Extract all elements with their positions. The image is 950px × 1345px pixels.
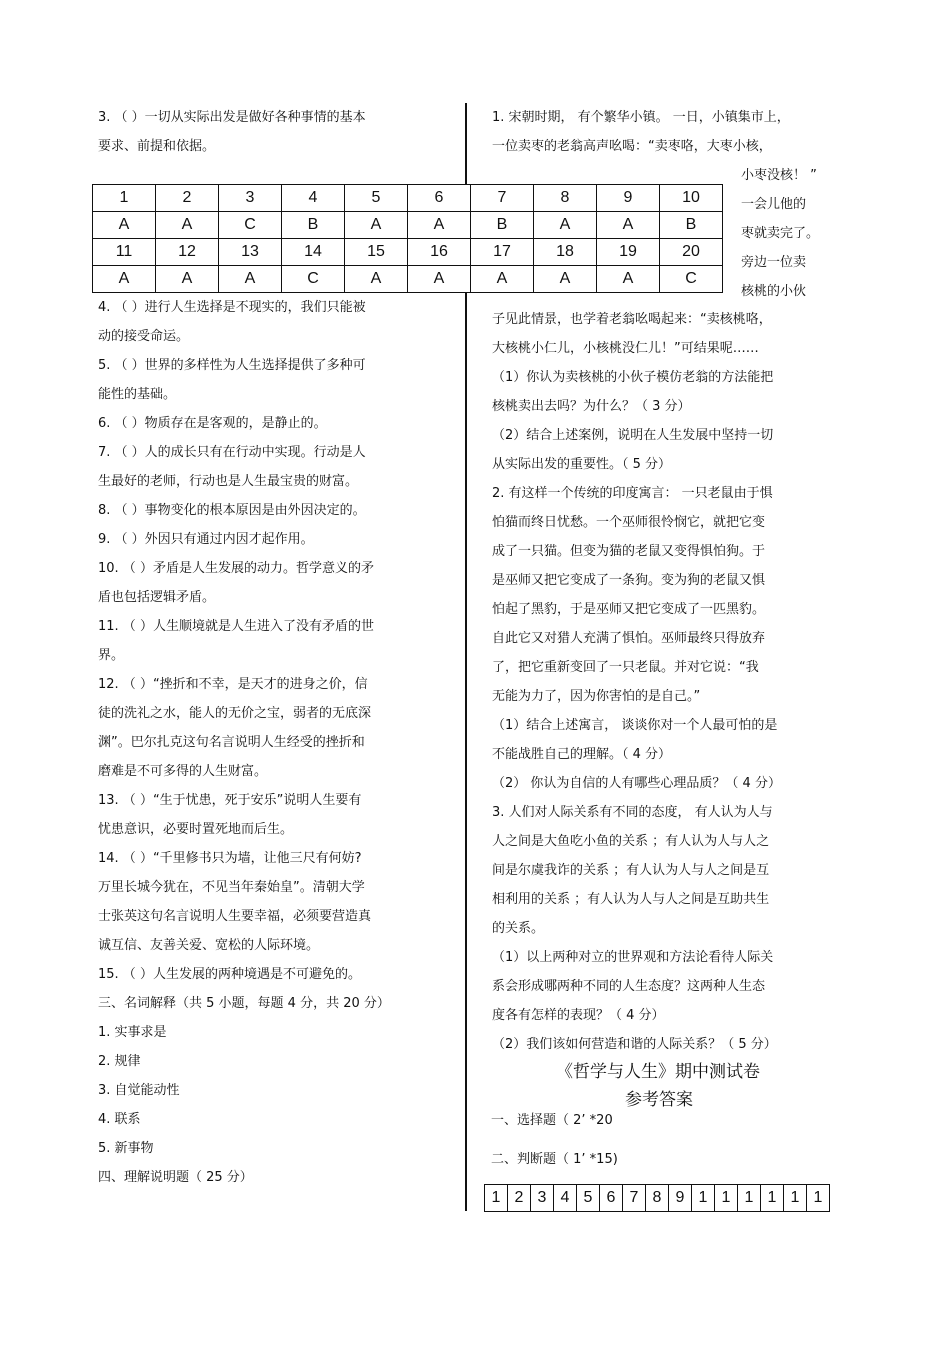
passage-line: 核桃的小伙 bbox=[741, 284, 807, 299]
question-line: 7. （ ）人的成长只有在行动中实现。行动是人 bbox=[98, 445, 366, 460]
table-cell: 19 bbox=[597, 239, 660, 266]
table-cell: 2 bbox=[156, 185, 219, 212]
question-line: 4. （ ）进行人生选择是不现实的，我们只能被 bbox=[98, 300, 366, 315]
table-cell: 8 bbox=[534, 185, 597, 212]
passage-line: 3. 人们对人际关系有不同的态度， 有人认为人与 bbox=[492, 805, 773, 820]
table-cell: A bbox=[156, 266, 219, 293]
passage-line: 从实际出发的重要性。（ 5 分） bbox=[492, 457, 672, 472]
table-cell: 1 bbox=[807, 1185, 830, 1212]
passage-line: 成了一只猫。但变为猫的老鼠又变得惧怕狗。于 bbox=[492, 544, 766, 559]
question-line: 万里长城今犹在，不见当年秦始皇”。清朝大学 bbox=[98, 880, 365, 895]
table-cell: A bbox=[408, 266, 471, 293]
passage-line: 核桃卖出去吗？为什么？（ 3 分） bbox=[492, 399, 691, 414]
question-line: 11. （ ）人生顺境就是人生进入了没有矛盾的世 bbox=[98, 619, 374, 634]
passage-line: 人之间是大鱼吃小鱼的关系 ；有人认为人与人之 bbox=[492, 834, 770, 849]
table-cell: 8 bbox=[646, 1185, 669, 1212]
question-line: 14. （ ）“千里修书只为墙，让他三尺有何妨? bbox=[98, 851, 362, 866]
table-cell: 1 bbox=[784, 1185, 807, 1212]
passage-line: 系会形成哪两种不同的人生态度？这两种人生态 bbox=[492, 979, 766, 994]
passage-line: 子见此情景，也学着老翁吆喝起来：“卖核桃咯， bbox=[492, 312, 772, 327]
table-cell: 12 bbox=[156, 239, 219, 266]
table-cell: 17 bbox=[471, 239, 534, 266]
table-cell: 1 bbox=[738, 1185, 761, 1212]
passage-line: 间是尔虞我诈的关系 ；有人认为人与人之间是互 bbox=[492, 863, 770, 878]
table-cell: 9 bbox=[669, 1185, 692, 1212]
table-cell: 20 bbox=[660, 239, 723, 266]
table-cell: 6 bbox=[600, 1185, 623, 1212]
table-cell: A bbox=[471, 266, 534, 293]
question-line: 1. 实事求是 bbox=[98, 1025, 167, 1040]
answer-title: 《哲学与人生》期中测试卷 bbox=[556, 1062, 760, 1082]
table-cell: A bbox=[93, 212, 156, 239]
question-line: 忧患意识，必要时置死地而后生。 bbox=[98, 822, 294, 837]
question-line: 徒的洗礼之水，能人的无价之宝，弱者的无底深 bbox=[98, 706, 372, 721]
question-line: 15. （ ）人生发展的两种境遇是不可避免的。 bbox=[98, 967, 361, 982]
table-cell: 15 bbox=[345, 239, 408, 266]
question-line: 渊”。巴尔扎克这句名言说明人生经受的挫折和 bbox=[98, 735, 365, 750]
table-cell: 3 bbox=[219, 185, 282, 212]
answer-subtitle: 参考答案 bbox=[625, 1090, 693, 1110]
section-choice: 一、选择题（ 2’ *20 bbox=[491, 1113, 613, 1128]
table-cell: 16 bbox=[408, 239, 471, 266]
table-cell: 1 bbox=[715, 1185, 738, 1212]
table-cell: B bbox=[282, 212, 345, 239]
table-cell: 13 bbox=[219, 239, 282, 266]
passage-line: 是巫师又把它变成了一条狗。变为狗的老鼠又惧 bbox=[492, 573, 766, 588]
table-cell: 5 bbox=[577, 1185, 600, 1212]
table-cell: 4 bbox=[554, 1185, 577, 1212]
table-cell: B bbox=[660, 212, 723, 239]
table-row bbox=[93, 266, 723, 293]
table-cell: A bbox=[534, 266, 597, 293]
table-cell: 18 bbox=[534, 239, 597, 266]
passage-line: 小枣没核！ ” bbox=[741, 168, 817, 183]
question-line: 能性的基础。 bbox=[98, 387, 177, 402]
table-cell: A bbox=[345, 266, 408, 293]
passage-line: 2. 有这样一个传统的印度寓言： 一只老鼠由于惧 bbox=[492, 486, 773, 501]
question-line: 9. （ ）外因只有通过内因才起作用。 bbox=[98, 532, 314, 547]
passage-line: （1）以上两种对立的世界观和方法论看待人际关 bbox=[492, 950, 774, 965]
question-line: 界。 bbox=[98, 648, 125, 663]
table-cell: B bbox=[471, 212, 534, 239]
table-cell: 5 bbox=[345, 185, 408, 212]
table-cell: A bbox=[93, 266, 156, 293]
passage-line: 大核桃小仁儿，小核桃没仁儿！”可结果呢…… bbox=[492, 341, 759, 356]
table-cell: C bbox=[660, 266, 723, 293]
passage-line: 枣就卖完了。 bbox=[741, 226, 820, 241]
passage-line: 一位卖枣的老翁高声吆喝：“卖枣咯，大枣小核， bbox=[492, 139, 772, 154]
question-line: 三、名词解释（共 5 小题，每题 4 分，共 20 分） bbox=[98, 996, 390, 1011]
passage-line: 怕起了黑豹，于是巫师又把它变成了一匹黑豹。 bbox=[492, 602, 766, 617]
passage-line: （2） 你认为自信的人有哪些心理品质？（ 4 分） bbox=[492, 776, 781, 791]
question-line: 盾也包括逻辑矛盾。 bbox=[98, 590, 216, 605]
question-line: 13. （ ）“生于忧患，死于安乐”说明人生要有 bbox=[98, 793, 362, 808]
table-cell: 1 bbox=[485, 1185, 508, 1212]
question-line: 3. （ ）一切从实际出发是做好各种事情的基本 bbox=[98, 110, 366, 125]
passage-line: 了，把它重新变回了一只老鼠。并对它说：“我 bbox=[492, 660, 759, 675]
passage-line: 一会儿他的 bbox=[741, 197, 807, 212]
table-cell: 6 bbox=[408, 185, 471, 212]
question-line: 8. （ ）事物变化的根本原因是由外因决定的。 bbox=[98, 503, 366, 518]
table-cell: A bbox=[219, 266, 282, 293]
question-line: 10. （ ）矛盾是人生发展的动力。哲学意义的矛 bbox=[98, 561, 374, 576]
question-line: 磨难是不可多得的人生财富。 bbox=[98, 764, 268, 779]
table-cell: 4 bbox=[282, 185, 345, 212]
question-line: 5. （ ）世界的多样性为人生选择提供了多种可 bbox=[98, 358, 366, 373]
answer-table bbox=[92, 184, 723, 293]
question-line: 要求、前提和依据。 bbox=[98, 139, 216, 154]
question-line: 3. 自觉能动性 bbox=[98, 1083, 180, 1098]
table-cell: A bbox=[534, 212, 597, 239]
question-line: 12. （ ）“挫折和不幸，是天才的进身之价，信 bbox=[98, 677, 368, 692]
section-judge: 二、判断题（ 1’ *15) bbox=[491, 1152, 618, 1167]
table-cell: 1 bbox=[93, 185, 156, 212]
table-cell: 14 bbox=[282, 239, 345, 266]
passage-line: 度各有怎样的表现？（ 4 分） bbox=[492, 1008, 665, 1023]
passage-line: （1）你认为卖核桃的小伙子模仿老翁的方法能把 bbox=[492, 370, 774, 385]
table-row bbox=[93, 212, 723, 239]
table-cell: A bbox=[597, 212, 660, 239]
table-cell: 7 bbox=[623, 1185, 646, 1212]
table-cell: 2 bbox=[508, 1185, 531, 1212]
passage-line: 不能战胜自己的理解。（ 4 分） bbox=[492, 747, 672, 762]
passage-line: 1. 宋朝时期， 有个繁华小镇。 一日，小镇集市上， bbox=[492, 110, 790, 125]
passage-line: 自此它又对猎人充满了惧怕。巫师最终只得放弃 bbox=[492, 631, 766, 646]
passage-line: 相利用的关系 ；有人认为人与人之间是互助共生 bbox=[492, 892, 770, 907]
table-cell: C bbox=[219, 212, 282, 239]
table-cell: 9 bbox=[597, 185, 660, 212]
question-line: 4. 联系 bbox=[98, 1112, 141, 1127]
question-line: 2. 规律 bbox=[98, 1054, 141, 1069]
question-line: 诚互信、友善关爱、宽松的人际环境。 bbox=[98, 938, 320, 953]
passage-line: 怕猫而终日忧愁。一个巫师很怜悯它，就把它变 bbox=[492, 515, 766, 530]
table-cell: 10 bbox=[660, 185, 723, 212]
passage-line: 的关系。 bbox=[492, 921, 545, 936]
table-row bbox=[93, 239, 723, 266]
question-line: 四、理解说明题（ 25 分） bbox=[98, 1170, 253, 1185]
table-cell: A bbox=[345, 212, 408, 239]
passage-line: （2）结合上述案例，说明在人生发展中坚持一切 bbox=[492, 428, 774, 443]
question-line: 士张英这句名言说明人生要幸福，必须要营造真 bbox=[98, 909, 372, 924]
passage-line: 旁边一位卖 bbox=[741, 255, 807, 270]
table-cell: A bbox=[156, 212, 219, 239]
judge-table bbox=[484, 1184, 830, 1212]
table-cell: 1 bbox=[692, 1185, 715, 1212]
passage-line: （2）我们该如何营造和谐的人际关系？（ 5 分） bbox=[492, 1037, 777, 1052]
passage-line: （1）结合上述寓言， 谈谈你对一个人最可怕的是 bbox=[492, 718, 778, 733]
table-cell: 7 bbox=[471, 185, 534, 212]
table-cell: 3 bbox=[531, 1185, 554, 1212]
table-cell: 1 bbox=[761, 1185, 784, 1212]
table-cell: 11 bbox=[93, 239, 156, 266]
table-cell: A bbox=[597, 266, 660, 293]
passage-line: 无能为力了，因为你害怕的是自己。” bbox=[492, 689, 701, 704]
table-cell: A bbox=[408, 212, 471, 239]
question-line: 5. 新事物 bbox=[98, 1141, 154, 1156]
question-line: 6. （ ）物质存在是客观的，是静止的。 bbox=[98, 416, 327, 431]
table-row bbox=[93, 185, 723, 212]
table-cell: C bbox=[282, 266, 345, 293]
question-line: 生最好的老师，行动也是人生最宝贵的财富。 bbox=[98, 474, 359, 489]
question-line: 动的接受命运。 bbox=[98, 329, 190, 344]
